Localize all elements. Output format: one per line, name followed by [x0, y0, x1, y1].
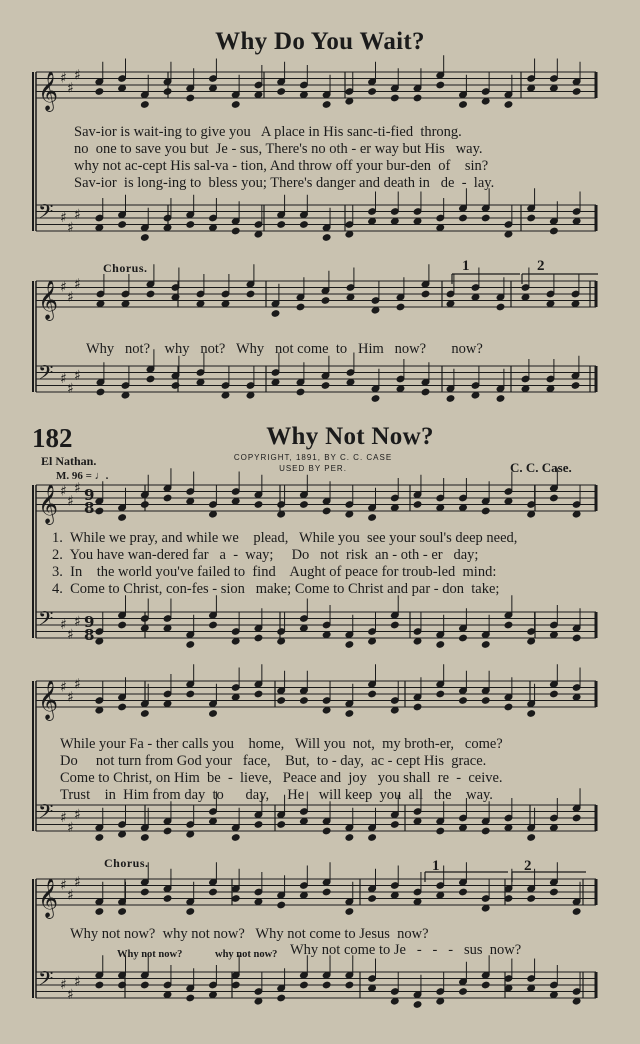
chorus-small-2: why not now?	[215, 949, 278, 960]
bass-3-note	[368, 637, 377, 645]
treble-5-note	[254, 898, 263, 906]
key-signature-sharp-icon: ♯	[67, 380, 74, 397]
bass-3-note	[436, 641, 445, 649]
treble-3-note	[481, 507, 490, 515]
bass-2-note	[121, 391, 130, 399]
treble-1-note	[391, 94, 400, 102]
bass-clef-icon: 𝄢	[38, 361, 54, 389]
bass-1-note	[300, 221, 309, 229]
treble-3-note	[345, 510, 354, 518]
treble-5-note	[231, 895, 240, 903]
bass-2-note	[521, 385, 530, 393]
treble-4-note	[163, 700, 172, 708]
treble-2-note	[121, 300, 130, 308]
key-signature-sharp-icon: ♯	[74, 874, 81, 891]
stanza2-line-2: Do not turn from God your face, But, to - day, ac - cept His grace.	[60, 753, 487, 769]
bass-4-note	[322, 827, 331, 835]
bass-1-note	[118, 221, 127, 229]
bass-1-note	[572, 217, 581, 225]
bass-1-note	[504, 230, 513, 238]
treble-4-note	[504, 703, 513, 711]
bass-3-note	[550, 631, 559, 639]
treble-3-note	[277, 510, 286, 518]
treble-5-note	[527, 895, 536, 903]
treble-3-note	[186, 497, 195, 505]
bass-3-note	[481, 641, 490, 649]
treble-2-note	[546, 300, 555, 308]
bass-3-note	[300, 624, 309, 632]
treble-1-note	[459, 101, 468, 109]
bass-4-note	[186, 830, 195, 838]
treble-4-note	[527, 710, 536, 718]
treble-3-note	[118, 514, 127, 522]
treble-1-note	[368, 88, 377, 96]
bass-3-note	[504, 621, 513, 629]
bass-3-note	[231, 637, 240, 645]
treble-1-note	[118, 84, 127, 92]
treble-4-note	[277, 697, 286, 705]
bass-1-note	[391, 217, 400, 225]
treble-4-note	[322, 706, 331, 714]
used-by-permission: USED BY PER.	[279, 464, 347, 473]
key-signature-sharp-icon: ♯	[60, 210, 67, 226]
key-signature-sharp-icon: ♯	[74, 276, 81, 293]
stanza1-line-4: 4. Come to Christ, con-fes - sion make; Come to Christ and par - don take;	[52, 581, 500, 597]
treble-2-note	[496, 303, 505, 311]
bass-3-note	[413, 637, 422, 645]
bass-3-note	[118, 621, 127, 629]
treble-5-note	[118, 908, 127, 916]
treble-3-note	[436, 504, 445, 512]
treble-clef-icon: 𝄞	[38, 484, 59, 524]
key-signature-sharp-icon: ♯	[67, 219, 74, 236]
hymn-number: 182	[32, 423, 73, 453]
bass-3-note	[186, 641, 195, 649]
bass-5-note	[481, 981, 490, 989]
bass-4-note	[527, 834, 536, 842]
bass-5-note	[141, 981, 150, 989]
treble-1-note	[277, 88, 286, 96]
bass-4-note	[95, 834, 104, 842]
prev-chorus-lyric: Why not? why not? Why not come to Him now? now?	[86, 341, 483, 357]
bass-2-note	[546, 385, 555, 393]
time-signature-top: 9	[84, 486, 95, 504]
key-signature-sharp-icon: ♯	[74, 676, 81, 693]
bass-2-note	[146, 375, 155, 383]
treble-3-note	[527, 510, 536, 518]
treble-1-note	[209, 84, 218, 92]
treble-5-note	[481, 904, 490, 912]
bass-5-note	[459, 988, 468, 996]
treble-5-note	[322, 888, 331, 896]
bass-5-note	[572, 997, 581, 1005]
treble-1-note	[504, 101, 513, 109]
prev-ending-2: 2	[537, 258, 545, 274]
bass-1-note	[231, 227, 240, 235]
treble-4-note	[368, 690, 377, 698]
key-signature-sharp-icon: ♯	[67, 80, 74, 97]
treble-5-note	[345, 908, 354, 916]
treble-5-note	[413, 898, 422, 906]
treble-1-note	[436, 81, 445, 89]
bass-5-note	[345, 981, 354, 989]
treble-2-note	[271, 310, 280, 318]
treble-clef-icon: 𝄞	[38, 71, 59, 111]
bass-4-note	[504, 824, 513, 832]
treble-clef-icon: 𝄞	[38, 680, 59, 720]
bass-4-note	[163, 827, 172, 835]
bass-2-note	[321, 382, 330, 390]
bass-5-note	[391, 997, 400, 1005]
treble-4-note	[550, 690, 559, 698]
key-signature-sharp-icon: ♯	[67, 626, 74, 643]
treble-3-note	[368, 514, 377, 522]
stanza1-line-3: 3. In the world you've failed to find Aught of peace for troub-led mind:	[52, 564, 497, 580]
bass-4-note	[481, 827, 490, 835]
chorus-lyric: Why not now? why not now? Why not come to Jesus now?	[70, 926, 429, 942]
treble-4-note	[300, 697, 309, 705]
treble-3-note	[300, 501, 309, 509]
key-signature-sharp-icon: ♯	[60, 279, 67, 296]
treble-4-note	[231, 693, 240, 701]
treble-3-note	[141, 501, 150, 509]
treble-2-note	[421, 290, 430, 298]
key-signature-sharp-icon: ♯	[74, 367, 81, 384]
treble-1-note	[550, 84, 559, 92]
treble-1-note	[254, 91, 263, 99]
bass-4-note	[413, 817, 422, 825]
treble-1-note	[300, 91, 309, 99]
bass-2-note	[246, 391, 255, 399]
key-signature-sharp-icon: ♯	[67, 986, 74, 1003]
bass-5-note	[277, 994, 286, 1002]
treble-2-note	[221, 300, 230, 308]
stanza1-line-1: 1. While we pray, and while we plead, While you see your soul's deep need,	[52, 530, 518, 546]
bass-1-note	[141, 234, 150, 242]
treble-clef-icon: 𝄞	[38, 878, 59, 918]
bass-1-note	[413, 217, 422, 225]
bass-2-note	[296, 388, 305, 396]
bass-4-note	[436, 827, 445, 835]
metronome-mark: M. 96 = ♩.	[56, 470, 109, 482]
bass-3-note	[527, 637, 536, 645]
hymn-title: Why Not Now?	[266, 423, 434, 450]
key-signature-sharp-icon: ♯	[60, 483, 67, 500]
bass-2-note	[396, 385, 405, 393]
treble-4-note	[95, 706, 104, 714]
bass-1-note	[481, 214, 490, 222]
bass-5-note	[231, 981, 240, 989]
bass-1-note	[322, 234, 331, 242]
key-signature-sharp-icon: ♯	[74, 67, 81, 84]
time-signature-top: 9	[84, 613, 95, 631]
treble-4-note	[481, 697, 490, 705]
time-signature-bottom: 8	[84, 626, 95, 644]
bass-3-note	[572, 634, 581, 642]
bass-5-note	[322, 981, 331, 989]
treble-5-note	[572, 908, 581, 916]
bass-3-note	[322, 631, 331, 639]
treble-4-note	[413, 703, 422, 711]
treble-3-note	[95, 507, 104, 515]
key-signature-sharp-icon: ♯	[60, 371, 67, 387]
key-signature-sharp-icon: ♯	[60, 810, 67, 826]
treble-4-note	[459, 697, 468, 705]
stanza2-line-4: Trust in Him from day to day, He will keep you all the way.	[60, 787, 493, 803]
treble-3-note	[572, 510, 581, 518]
bass-2-note	[471, 391, 480, 399]
bass-5-note	[254, 997, 263, 1005]
bass-4-note	[254, 821, 263, 829]
treble-5-note	[209, 888, 218, 896]
bass-2-note	[196, 378, 205, 386]
treble-1-note	[141, 101, 150, 109]
stanza2-line-1: While your Fa - ther calls you home, Will you not, my broth-er, come?	[60, 736, 503, 752]
bass-1-note	[209, 224, 218, 232]
bass-4-note	[209, 817, 218, 825]
bass-5-note	[95, 981, 104, 989]
stanza2-line-3: Come to Christ, on Him be - lieve, Peace and joy you shall re - ceive.	[60, 770, 503, 786]
chorus-small-1: Why not now?	[117, 949, 183, 960]
key-signature-sharp-icon: ♯	[60, 617, 67, 633]
prev-verse-line-4: Sav-ior is long-ing to bless you; There's danger and death in de - lay.	[74, 175, 495, 191]
treble-4-note	[391, 706, 400, 714]
prev-hymn-title: Why Do You Wait?	[215, 28, 425, 55]
key-signature-sharp-icon: ♯	[67, 289, 74, 306]
bass-1-note	[527, 214, 536, 222]
bass-4-note	[118, 830, 127, 838]
treble-1-note	[413, 94, 422, 102]
key-signature-sharp-icon: ♯	[60, 679, 67, 696]
treble-4-note	[118, 703, 127, 711]
key-signature-sharp-icon: ♯	[67, 689, 74, 706]
bass-5-note	[186, 994, 195, 1002]
bass-5-note	[368, 984, 377, 992]
key-signature-sharp-icon: ♯	[74, 806, 81, 823]
bass-clef-icon: 𝄢	[38, 607, 54, 635]
bass-4-note	[391, 821, 400, 829]
key-signature-sharp-icon: ♯	[60, 977, 67, 993]
treble-clef-icon: 𝄞	[38, 280, 59, 320]
bass-2-note	[571, 382, 580, 390]
bass-1-note	[368, 217, 377, 225]
bass-5-note	[300, 981, 309, 989]
bass-4-note	[459, 824, 468, 832]
treble-5-note	[550, 888, 559, 896]
treble-2-note	[96, 300, 105, 308]
bass-5-note	[413, 1001, 422, 1009]
treble-5-note	[277, 901, 286, 909]
bass-2-note	[271, 378, 280, 386]
bass-1-note	[277, 221, 286, 229]
treble-5-note	[436, 891, 445, 899]
chorus-lyric-2: Why not come to Je - - - sus now?	[290, 942, 522, 958]
key-signature-sharp-icon: ♯	[67, 493, 74, 510]
bass-3-note	[209, 621, 218, 629]
treble-2-note	[321, 297, 330, 305]
lyricist: El Nathan.	[41, 454, 97, 468]
treble-4-note	[572, 693, 581, 701]
bass-2-note	[496, 395, 505, 403]
treble-3-note	[550, 494, 559, 502]
treble-3-note	[254, 501, 263, 509]
treble-1-note	[163, 88, 172, 96]
bass-5-note	[436, 997, 445, 1005]
bass-1-note	[95, 224, 104, 232]
key-signature-sharp-icon: ♯	[67, 819, 74, 836]
treble-4-note	[436, 690, 445, 698]
prev-ending-1: 1	[462, 258, 470, 274]
bass-5-note	[527, 984, 536, 992]
treble-5-note	[186, 908, 195, 916]
key-signature-sharp-icon: ♯	[74, 206, 81, 223]
treble-1-note	[527, 84, 536, 92]
chorus-label: Chorus.	[104, 856, 149, 870]
bass-4-note	[345, 834, 354, 842]
bass-1-note	[345, 230, 354, 238]
bass-2-note	[446, 395, 455, 403]
treble-2-note	[471, 293, 480, 301]
bass-4-note	[368, 834, 377, 842]
bass-4-note	[231, 834, 240, 842]
bass-3-note	[277, 637, 286, 645]
bass-3-note	[345, 641, 354, 649]
treble-3-note	[504, 497, 513, 505]
treble-4-note	[254, 690, 263, 698]
treble-5-note	[95, 908, 104, 916]
treble-3-note	[459, 504, 468, 512]
prev-verse-line-2: no one to save you but Je - sus, There's no oth - er way but His way.	[74, 141, 483, 157]
bass-3-note	[141, 624, 150, 632]
treble-2-note	[446, 300, 455, 308]
treble-2-note	[296, 303, 305, 311]
treble-5-note	[368, 895, 377, 903]
bass-4-note	[277, 821, 286, 829]
key-signature-sharp-icon: ♯	[74, 973, 81, 990]
bass-2-note	[221, 391, 230, 399]
bass-1-note	[436, 224, 445, 232]
treble-2-note	[371, 306, 380, 314]
bass-2-note	[421, 388, 430, 396]
bass-3-note	[95, 637, 104, 645]
treble-5-note	[459, 888, 468, 896]
ending-1: 1	[432, 858, 440, 874]
treble-3-note	[163, 494, 172, 502]
bass-4-note	[300, 817, 309, 825]
bass-1-note	[459, 214, 468, 222]
treble-3-note	[209, 510, 218, 518]
treble-2-note	[521, 293, 530, 301]
treble-5-note	[391, 891, 400, 899]
treble-1-note	[231, 101, 240, 109]
bass-3-note	[163, 624, 172, 632]
treble-3-note	[391, 504, 400, 512]
bass-2-note	[346, 378, 355, 386]
bass-clef-icon: 𝄢	[38, 200, 54, 228]
bass-1-note	[550, 227, 559, 235]
prev-chorus-label: Chorus.	[103, 261, 148, 275]
bass-2-note	[96, 388, 105, 396]
ending-2: 2	[524, 858, 532, 874]
bass-3-note	[459, 634, 468, 642]
treble-2-note	[146, 290, 155, 298]
key-signature-sharp-icon: ♯	[60, 70, 67, 87]
treble-1-note	[322, 101, 331, 109]
bass-2-note	[371, 395, 380, 403]
treble-2-note	[571, 300, 580, 308]
treble-2-note	[346, 293, 355, 301]
treble-4-note	[141, 710, 150, 718]
treble-1-note	[186, 94, 195, 102]
treble-2-note	[396, 303, 405, 311]
treble-1-note	[572, 88, 581, 96]
treble-1-note	[95, 88, 104, 96]
bass-clef-icon: 𝄢	[38, 800, 54, 828]
bass-5-note	[550, 991, 559, 999]
treble-5-note	[163, 895, 172, 903]
bass-1-note	[186, 221, 195, 229]
prev-verse-line-3: why not ac-cept His sal-va - tion, And throw off your bur-den of sin?	[74, 158, 489, 174]
bass-clef-icon: 𝄢	[38, 967, 54, 995]
key-signature-sharp-icon: ♯	[74, 480, 81, 497]
key-signature-sharp-icon: ♯	[74, 613, 81, 630]
treble-4-note	[209, 710, 218, 718]
treble-4-note	[186, 690, 195, 698]
copyright-notice: COPYRIGHT, 1891, BY C. C. CASE	[233, 453, 393, 462]
treble-1-note	[345, 97, 354, 105]
bass-3-note	[391, 621, 400, 629]
bass-1-note	[163, 224, 172, 232]
bass-3-note	[254, 634, 263, 642]
treble-4-note	[345, 710, 354, 718]
key-signature-sharp-icon: ♯	[60, 877, 67, 894]
bass-4-note	[550, 824, 559, 832]
time-signature-bottom: 8	[84, 499, 95, 517]
treble-3-note	[322, 507, 331, 515]
treble-1-note	[481, 97, 490, 105]
prev-verse-line-1: Sav-ior is wait-ing to give you A place in His sanc-ti-fied throng.	[74, 124, 462, 140]
bass-4-note	[572, 814, 581, 822]
treble-3-note	[231, 497, 240, 505]
bass-5-note	[209, 991, 218, 999]
treble-5-note	[300, 891, 309, 899]
composer: C. C. Case.	[510, 460, 572, 475]
treble-5-note	[141, 888, 150, 896]
treble-2-note	[196, 300, 205, 308]
treble-2-note	[246, 290, 255, 298]
bass-5-note	[163, 991, 172, 999]
treble-3-note	[413, 501, 422, 509]
stanza1-line-2: 2. You have wan-dered far a - way; Do not risk an - oth - er day;	[52, 547, 479, 563]
bass-4-note	[141, 834, 150, 842]
key-signature-sharp-icon: ♯	[67, 887, 74, 904]
bass-1-note	[254, 230, 263, 238]
